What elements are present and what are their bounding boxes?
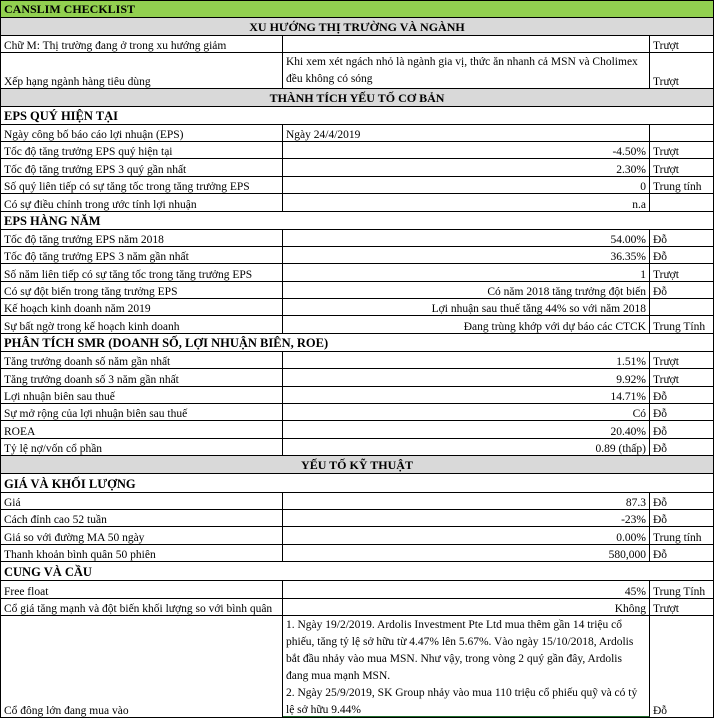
table-row	[1, 439, 714, 456]
row-status: Trượt	[650, 352, 714, 368]
row-value: 14.71%	[283, 387, 650, 403]
row-label: Tốc độ tăng trưởng EPS năm 2018	[1, 230, 283, 246]
row-value: Đang trùng khớp với dự báo các CTCK	[283, 316, 650, 332]
row-label: Tăng trưởng doanh số năm gần nhất	[1, 352, 283, 368]
row-value: 9.92%	[283, 369, 650, 385]
row-label: Lợi nhuận biên sau thuế	[1, 387, 283, 403]
table-row	[1, 53, 714, 89]
table-row	[1, 421, 714, 438]
row-value: -4.50%	[283, 142, 650, 158]
group-header	[1, 562, 714, 581]
section-technical-title: YẾU TỐ KỸ THUẬT	[1, 456, 714, 472]
holder-note-2: 2. Ngày 25/9/2019, SK Group nhảy vào mua 110 triệu cổ phiếu quỹ và có tỷ lệ sở hữu 9.44%	[286, 686, 638, 716]
row-label: Ngày công bố báo cáo lợi nhuận (EPS)	[1, 125, 283, 141]
table-row	[1, 177, 714, 194]
row-value	[283, 36, 650, 52]
row-status: Đỗ	[650, 282, 714, 298]
table-row	[1, 125, 714, 142]
row-status: Trượt	[650, 142, 714, 158]
row-label: Xếp hạng ngành hàng tiêu dùng	[1, 53, 283, 88]
group-eps-q: EPS QUÝ HIỆN TẠI	[1, 107, 714, 124]
row-value: 0.00%	[283, 527, 650, 543]
table-row	[1, 581, 714, 598]
row-label: Kế hoạch kinh doanh năm 2019	[1, 299, 283, 315]
table-row	[1, 616, 714, 718]
group-header	[1, 107, 714, 125]
row-status: Đỗ	[650, 616, 714, 717]
group-header	[1, 474, 714, 493]
row-status	[650, 299, 714, 315]
row-label: Tăng trưởng doanh số 3 năm gần nhất	[1, 369, 283, 385]
table-row	[1, 599, 714, 616]
table-row	[1, 545, 714, 562]
row-value: -23%	[283, 510, 650, 526]
row-label: Có sự điều chỉnh trong ước tính lợi nhuận	[1, 194, 283, 210]
table-row	[1, 404, 714, 421]
table-row	[1, 264, 714, 281]
row-status: Đỗ	[650, 421, 714, 437]
row-value: 1.51%	[283, 352, 650, 368]
row-label: Thanh khoản bình quân 50 phiên	[1, 545, 283, 561]
table-row	[1, 299, 714, 316]
row-status: Đỗ	[650, 404, 714, 420]
row-status	[650, 194, 714, 210]
row-status: Trung Tính	[650, 581, 714, 597]
table-row	[1, 194, 714, 211]
row-status: Trượt	[650, 599, 714, 615]
row-value: 580,000	[283, 545, 650, 561]
row-value: Ngày 24/4/2019	[283, 125, 650, 141]
row-value: 1	[283, 264, 650, 280]
table-row	[1, 230, 714, 247]
table-row	[1, 387, 714, 404]
row-label: Giá	[1, 493, 283, 509]
row-label: Số năm liên tiếp có sự tăng tốc trong tăng trưởng EPS	[1, 264, 283, 280]
row-value: 36.35%	[283, 247, 650, 263]
row-status: Trung Tính	[650, 316, 714, 332]
row-label: Chữ M: Thị trường đang ở trong xu hướng giảm	[1, 36, 283, 52]
row-status: Đỗ	[650, 247, 714, 263]
row-status: Trượt	[650, 369, 714, 385]
row-value: 54.00%	[283, 230, 650, 246]
row-status: Đỗ	[650, 545, 714, 561]
row-status: Đỗ	[650, 439, 714, 455]
row-value: Không	[283, 599, 650, 615]
table-row	[1, 510, 714, 527]
row-status: Trượt	[650, 36, 714, 52]
row-status: Đỗ	[650, 387, 714, 403]
row-value: 20.40%	[283, 421, 650, 437]
checklist-title: CANSLIM CHECKLIST	[1, 1, 714, 17]
section-technical	[1, 456, 714, 473]
row-value: 45%	[283, 581, 650, 597]
table-row	[1, 36, 714, 53]
row-label: Tốc độ tăng trưởng EPS quý hiện tại	[1, 142, 283, 158]
row-status: Trượt	[650, 53, 714, 88]
table-row	[1, 316, 714, 333]
section-market-title: XU HƯỚNG THỊ TRƯỜNG VÀ NGÀNH	[1, 18, 714, 34]
row-label: Cách đỉnh cao 52 tuần	[1, 510, 283, 526]
section-fundamental-title: THÀNH TÍCH YẾU TỐ CƠ BẢN	[1, 89, 714, 105]
title-row	[1, 1, 714, 18]
row-status: Trung tính	[650, 177, 714, 193]
row-status	[650, 125, 714, 141]
row-label: Giá so với đường MA 50 ngày	[1, 527, 283, 543]
row-status: Đỗ	[650, 493, 714, 509]
group-eps-y: EPS HÀNG NĂM	[1, 212, 714, 229]
row-label: Có sự đột biến trong tăng trưởng EPS	[1, 282, 283, 298]
row-label: Sự mở rộng của lợi nhuận biên sau thuế	[1, 404, 283, 420]
table-row	[1, 142, 714, 159]
table-row	[1, 527, 714, 544]
row-label: Sự bất ngờ trong kế hoạch kinh doanh	[1, 316, 283, 332]
row-label: Cổ giá tăng mạnh và đột biến khối lượng so với bình quân	[1, 599, 283, 615]
table-row	[1, 493, 714, 510]
row-status: Trượt	[650, 159, 714, 175]
row-label: Số quý liên tiếp có sự tăng tốc trong tăng trưởng EPS	[1, 177, 283, 193]
table-row	[1, 282, 714, 299]
row-value	[283, 616, 650, 717]
holder-note-1: 1. Ngày 19/2/2019. Ardolis Investment Pte Ltd mua thêm gần 14 triệu cổ phiếu, tăng tỷ lệ sở hữu từ 4.47% lên 5.67%. Vào ngày 15/10/2018, Ardolis bắt đầu nhảy vào mua MSN. Như vậy, trong vòng 2 quý gần đây, Ardolis đang mua mạnh MSN.	[286, 618, 634, 682]
row-value: 2.30%	[283, 159, 650, 175]
group-header	[1, 334, 714, 352]
group-smr: PHÂN TÍCH SMR (DOANH SỐ, LỢI NHUẬN BIÊN, ROE)	[1, 334, 714, 351]
row-value: 0.89 (thấp)	[283, 439, 650, 455]
row-label: Tỷ lệ nợ/vốn cổ phần	[1, 439, 283, 455]
group-price: GIÁ VÀ KHỐI LƯỢNG	[1, 474, 714, 492]
table-row	[1, 369, 714, 386]
row-label: Tốc độ tăng trưởng EPS 3 quý gần nhất	[1, 159, 283, 175]
row-value: 0	[283, 177, 650, 193]
row-status: Đỗ	[650, 230, 714, 246]
table-row	[1, 159, 714, 176]
table-row	[1, 247, 714, 264]
row-label: Cổ đông lớn đang mua vào	[1, 616, 283, 717]
row-status: Đỗ	[650, 510, 714, 526]
section-market	[1, 18, 714, 35]
row-status: Trượt	[650, 264, 714, 280]
row-value: Có năm 2018 tăng trưởng đột biến	[283, 282, 650, 298]
row-value: n.a	[283, 194, 650, 210]
row-value: 87.3	[283, 493, 650, 509]
row-label: ROEA	[1, 421, 283, 437]
row-label: Free float	[1, 581, 283, 597]
section-fundamental	[1, 89, 714, 106]
group-header	[1, 212, 714, 230]
row-value: Có	[283, 404, 650, 420]
row-value: Khi xem xét ngách nhỏ là ngành gia vị, thức ăn nhanh cả MSN và Cholimex đều không có sóng	[283, 53, 650, 88]
group-supply: CUNG VÀ CẦU	[1, 562, 714, 580]
row-value: Lợi nhuận sau thuế tăng 44% so với năm 2018	[283, 299, 650, 315]
row-status: Trung tính	[650, 527, 714, 543]
table-row	[1, 352, 714, 369]
row-label: Tốc độ tăng trưởng EPS 3 năm gần nhất	[1, 247, 283, 263]
